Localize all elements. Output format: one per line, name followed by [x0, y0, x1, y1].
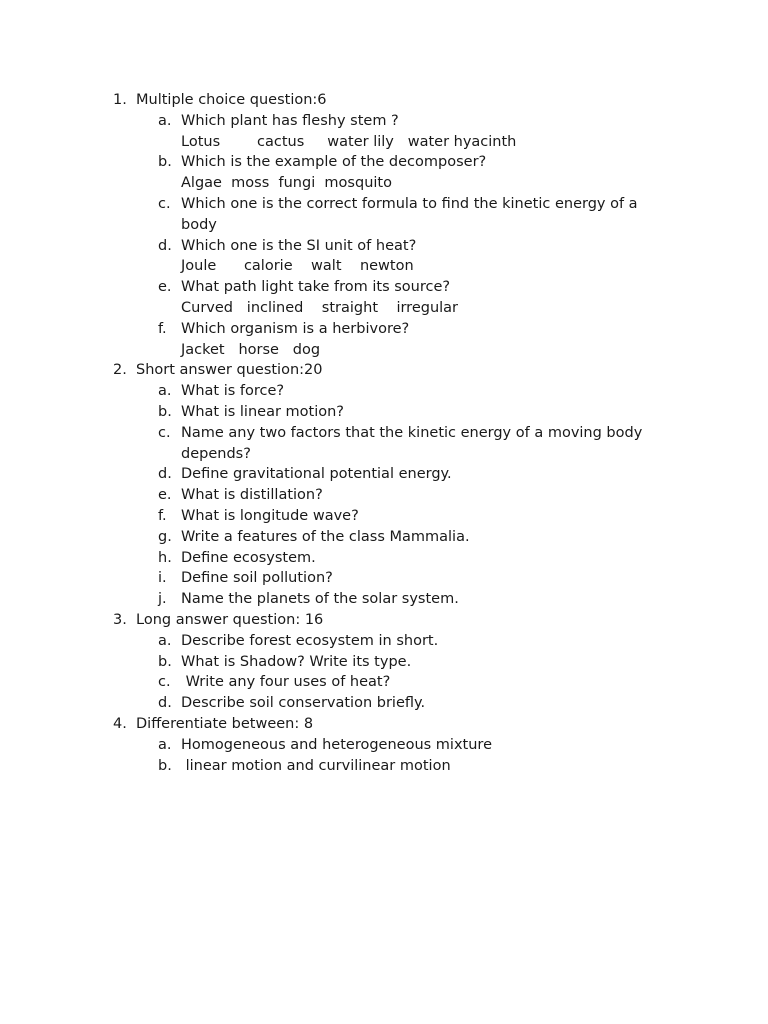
question-letter: b.	[158, 653, 172, 670]
question-text: Define soil pollution?	[181, 570, 333, 587]
question-continuation	[0, 215, 768, 236]
question-text: Name any two factors that the kinetic energy of a moving body	[181, 424, 643, 441]
question-letter: e.	[158, 279, 172, 296]
question-text: Which one is the SI unit of heat?	[181, 237, 417, 254]
question-letter: d.	[158, 695, 172, 712]
question-text: What path light take from its source?	[181, 279, 451, 296]
question-letter: b.	[158, 403, 172, 420]
question-letter: b.	[158, 154, 172, 171]
question-item	[0, 506, 768, 527]
section-title: Differentiate between: 8	[136, 715, 314, 732]
question-continuation	[0, 298, 768, 319]
question-text: Which is the example of the decomposer?	[181, 154, 487, 171]
question-letter: i.	[158, 570, 167, 587]
question-item	[0, 402, 768, 423]
question-item	[0, 485, 768, 506]
question-letter: a.	[158, 383, 172, 400]
section-title: Short answer question:20	[136, 362, 323, 379]
answer-options: body	[181, 216, 217, 233]
answer-options: Jacket horse dog	[181, 341, 321, 358]
question-continuation	[0, 256, 768, 277]
question-text: Which plant has fleshy stem ?	[181, 112, 399, 129]
question-text: Define gravitational potential energy.	[181, 466, 452, 483]
answer-options: Joule calorie walt newton	[181, 258, 414, 275]
question-item	[0, 236, 768, 257]
question-text: What is force?	[181, 383, 285, 400]
question-letter: a.	[158, 632, 172, 649]
question-item	[0, 277, 768, 298]
answer-options: Curved inclined straight irregular	[181, 299, 459, 316]
question-letter: d.	[158, 237, 172, 254]
question-text: Write a features of the class Mammalia.	[181, 528, 470, 545]
question-letter: d.	[158, 466, 172, 483]
answer-options: Lotus cactus water lily water hyacinth	[181, 133, 517, 150]
question-letter: e.	[158, 487, 172, 504]
question-letter: h.	[158, 549, 172, 566]
section-title: Long answer question: 16	[136, 611, 324, 628]
question-letter: a.	[158, 112, 172, 129]
question-letter: a.	[158, 736, 172, 753]
question-text: Homogeneous and heterogeneous mixture	[181, 736, 492, 753]
question-text: Which one is the correct formula to find the kinetic energy of a	[181, 195, 638, 212]
question-item	[0, 381, 768, 402]
question-text: Which organism is a herbivore?	[181, 320, 410, 337]
answer-options: Algae moss fungi mosquito	[181, 175, 392, 192]
question-item	[0, 589, 768, 610]
question-letter: c.	[158, 674, 171, 691]
section-number: 2.	[113, 362, 127, 379]
question-item	[0, 756, 768, 777]
question-letter: c.	[158, 424, 171, 441]
section-title: Multiple choice question:6	[136, 92, 327, 108]
section-number: 3.	[113, 611, 127, 628]
question-text: What is distillation?	[181, 487, 323, 504]
question-text: Describe soil conservation briefly.	[181, 695, 426, 712]
question-letter: c.	[158, 195, 171, 212]
section-heading	[0, 90, 768, 111]
question-paper	[0, 90, 768, 776]
question-item	[0, 423, 768, 444]
question-letter: f.	[158, 320, 167, 337]
question-letter: f.	[158, 507, 167, 524]
question-item	[0, 631, 768, 652]
question-text: Name the planets of the solar system.	[181, 591, 459, 608]
question-text: Write any four uses of heat?	[181, 674, 391, 691]
section-heading	[0, 360, 768, 381]
question-letter: g.	[158, 528, 172, 545]
question-item	[0, 527, 768, 548]
question-item	[0, 111, 768, 132]
question-continuation	[0, 173, 768, 194]
question-text: What is longitude wave?	[181, 507, 359, 524]
section-heading	[0, 714, 768, 735]
question-item	[0, 464, 768, 485]
question-text: Define ecosystem.	[181, 549, 316, 566]
answer-options: depends?	[181, 445, 251, 462]
question-item	[0, 735, 768, 756]
question-continuation	[0, 132, 768, 153]
question-item	[0, 548, 768, 569]
question-item	[0, 568, 768, 589]
section-number: 4.	[113, 715, 127, 732]
question-text: Describe forest ecosystem in short.	[181, 632, 439, 649]
question-text: What is Shadow? Write its type.	[181, 653, 412, 670]
question-continuation	[0, 340, 768, 361]
question-item	[0, 672, 768, 693]
question-item	[0, 319, 768, 340]
question-item	[0, 652, 768, 673]
question-item	[0, 194, 768, 215]
question-letter: b.	[158, 757, 172, 774]
question-letter: j.	[158, 591, 167, 608]
question-item	[0, 693, 768, 714]
question-item	[0, 152, 768, 173]
section-heading	[0, 610, 768, 631]
question-text: linear motion and curvilinear motion	[181, 757, 451, 774]
question-text: What is linear motion?	[181, 403, 344, 420]
question-continuation	[0, 444, 768, 465]
section-number: 1.	[113, 92, 127, 108]
